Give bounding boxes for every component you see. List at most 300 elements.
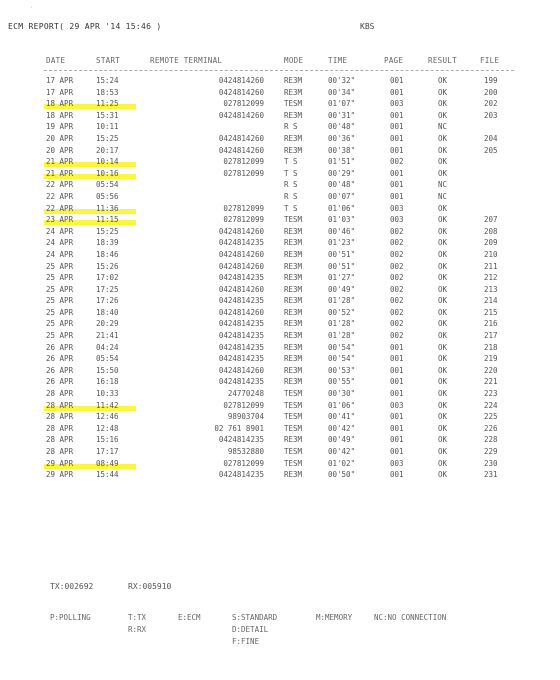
cell-date: 25 APR bbox=[46, 319, 74, 329]
cell-page: 001 bbox=[390, 435, 404, 445]
legend-fine: F:FINE bbox=[232, 637, 260, 646]
cell-remote-terminal: 027812099 bbox=[223, 157, 264, 167]
legend-standard: S:STANDARD bbox=[232, 613, 278, 622]
cell-result: OK bbox=[438, 99, 448, 109]
cell-mode: T S bbox=[284, 157, 298, 167]
table-row bbox=[0, 319, 560, 331]
cell-date: 26 APR bbox=[46, 377, 74, 387]
table-row bbox=[0, 308, 560, 320]
table-row bbox=[0, 146, 560, 158]
cell-result: OK bbox=[438, 249, 448, 259]
cell-remote-terminal: 0424814235 bbox=[218, 342, 264, 352]
cell-page: 001 bbox=[390, 180, 404, 190]
cell-start: 10:11 bbox=[96, 122, 119, 132]
table-row bbox=[0, 389, 560, 401]
table-row bbox=[0, 227, 560, 239]
cell-remote-terminal: 0424814235 bbox=[218, 354, 264, 364]
cell-result: OK bbox=[438, 365, 448, 375]
cell-start: 15:26 bbox=[96, 261, 119, 271]
column-header-start: START bbox=[96, 56, 121, 65]
table-row bbox=[0, 447, 560, 459]
legend-polling: P:POLLING bbox=[50, 613, 91, 622]
cell-file: 223 bbox=[484, 389, 498, 399]
cell-date: 21 APR bbox=[46, 168, 74, 178]
cell-date: 28 APR bbox=[46, 447, 74, 456]
cell-start: 15:50 bbox=[96, 365, 119, 375]
cell-file: 202 bbox=[484, 99, 498, 109]
cell-page: 002 bbox=[390, 307, 404, 317]
cell-result: OK bbox=[438, 331, 448, 341]
cell-remote-terminal: 0424814260 bbox=[218, 133, 264, 143]
cell-time: 00'32" bbox=[328, 76, 356, 85]
cell-time: 00'38" bbox=[328, 145, 356, 155]
cell-page: 001 bbox=[390, 365, 404, 375]
cell-remote-terminal: 0424814260 bbox=[218, 145, 264, 155]
cell-page: 001 bbox=[390, 110, 404, 120]
table-row bbox=[0, 169, 560, 181]
cell-time: 00'48" bbox=[328, 180, 356, 190]
cell-page: 002 bbox=[390, 157, 404, 167]
legend-memory: M:MEMORY bbox=[316, 613, 353, 622]
cell-date: 25 APR bbox=[46, 284, 74, 294]
cell-remote-terminal: 0424814235 bbox=[218, 273, 264, 283]
cell-file: 207 bbox=[484, 215, 498, 225]
column-header-date: DATE bbox=[46, 56, 66, 65]
cell-file: 210 bbox=[484, 249, 498, 259]
cell-mode: RE3M bbox=[284, 470, 303, 480]
cell-date: 25 APR bbox=[46, 273, 74, 283]
cell-date: 26 APR bbox=[46, 342, 74, 352]
cell-page: 001 bbox=[390, 412, 404, 422]
report-table-body bbox=[0, 76, 560, 482]
cell-page: 001 bbox=[390, 447, 404, 456]
cell-page: 002 bbox=[390, 261, 404, 271]
table-row bbox=[0, 354, 560, 366]
cell-result: OK bbox=[438, 307, 448, 317]
cell-start: 10:14 bbox=[96, 157, 119, 167]
table-row bbox=[0, 366, 560, 378]
scan-mark: ' bbox=[30, 6, 34, 13]
cell-page: 003 bbox=[390, 215, 404, 225]
cell-file: 200 bbox=[484, 87, 498, 97]
cell-remote-terminal: 02 761 8901 bbox=[214, 423, 264, 433]
cell-remote-terminal: 027812099 bbox=[223, 168, 264, 178]
cell-result: OK bbox=[438, 273, 448, 283]
table-row bbox=[0, 296, 560, 308]
column-header-time: TIME bbox=[328, 56, 348, 65]
cell-page: 001 bbox=[390, 122, 404, 132]
cell-file: 209 bbox=[484, 238, 498, 248]
rx-count: RX:005910 bbox=[128, 582, 172, 591]
cell-start: 15:16 bbox=[96, 435, 119, 445]
cell-file: 215 bbox=[484, 307, 498, 317]
cell-mode: RE3M bbox=[284, 319, 303, 329]
cell-remote-terminal: 027812099 bbox=[223, 458, 264, 468]
cell-page: 001 bbox=[390, 354, 404, 364]
cell-remote-terminal: 0424814235 bbox=[218, 377, 264, 387]
cell-start: 11:42 bbox=[96, 400, 119, 410]
cell-mode: RE3M bbox=[284, 261, 303, 271]
cell-date: 21 APR bbox=[46, 157, 74, 167]
cell-time: 00'41" bbox=[328, 412, 356, 422]
cell-time: 00'34" bbox=[328, 87, 356, 97]
cell-time: 01'06" bbox=[328, 203, 356, 213]
cell-file: 224 bbox=[484, 400, 498, 410]
cell-result: OK bbox=[438, 284, 448, 294]
table-row bbox=[0, 157, 560, 169]
cell-mode: RE3M bbox=[284, 273, 303, 283]
table-row bbox=[0, 134, 560, 146]
cell-page: 002 bbox=[390, 296, 404, 306]
cell-mode: RE3M bbox=[284, 110, 303, 120]
table-row bbox=[0, 331, 560, 343]
cell-mode: RE3M bbox=[284, 238, 303, 248]
table-row bbox=[0, 111, 560, 123]
report-sender-id: KBS bbox=[360, 22, 375, 31]
cell-time: 01'28" bbox=[328, 296, 356, 306]
cell-remote-terminal: 0424814260 bbox=[218, 87, 264, 97]
table-row bbox=[0, 435, 560, 447]
table-row bbox=[0, 192, 560, 204]
cell-date: 17 APR bbox=[46, 76, 74, 85]
cell-time: 00'49" bbox=[328, 284, 356, 294]
table-row bbox=[0, 238, 560, 250]
cell-mode: TESM bbox=[284, 215, 303, 225]
table-row bbox=[0, 180, 560, 192]
cell-file: 228 bbox=[484, 435, 498, 445]
cell-remote-terminal: 0424814260 bbox=[218, 307, 264, 317]
column-header-mode: MODE bbox=[284, 56, 304, 65]
cell-file: 230 bbox=[484, 458, 498, 468]
cell-file: 218 bbox=[484, 342, 498, 352]
cell-result: OK bbox=[438, 377, 448, 387]
cell-date: 22 APR bbox=[46, 191, 74, 201]
cell-result: OK bbox=[438, 215, 448, 225]
cell-mode: TESM bbox=[284, 447, 303, 456]
cell-remote-terminal: 0424814260 bbox=[218, 261, 264, 271]
cell-start: 20:29 bbox=[96, 319, 119, 329]
cell-time: 00'51" bbox=[328, 261, 356, 271]
cell-start: 17:26 bbox=[96, 296, 119, 306]
cell-start: 20:17 bbox=[96, 145, 119, 155]
cell-result: OK bbox=[438, 400, 448, 410]
table-row bbox=[0, 470, 560, 482]
cell-date: 26 APR bbox=[46, 354, 74, 364]
legend-tx: T:TX bbox=[128, 613, 147, 622]
cell-date: 25 APR bbox=[46, 307, 74, 317]
cell-date: 20 APR bbox=[46, 133, 74, 143]
cell-start: 18:40 bbox=[96, 307, 119, 317]
cell-date: 18 APR bbox=[46, 110, 74, 120]
cell-page: 002 bbox=[390, 238, 404, 248]
cell-date: 24 APR bbox=[46, 238, 74, 248]
cell-mode: RE3M bbox=[284, 76, 303, 85]
cell-result: OK bbox=[438, 458, 448, 468]
cell-start: 10:16 bbox=[96, 168, 119, 178]
cell-result: OK bbox=[438, 435, 448, 445]
cell-result: OK bbox=[438, 238, 448, 248]
cell-page: 002 bbox=[390, 331, 404, 341]
cell-time: 01'27" bbox=[328, 273, 356, 283]
cell-time: 01'07" bbox=[328, 99, 356, 109]
cell-file: 204 bbox=[484, 133, 498, 143]
cell-page: 003 bbox=[390, 99, 404, 109]
cell-time: 00'29" bbox=[328, 168, 356, 178]
cell-mode: TESM bbox=[284, 423, 303, 433]
cell-time: 00'07" bbox=[328, 191, 356, 201]
cell-start: 12:48 bbox=[96, 423, 119, 433]
table-row bbox=[0, 250, 560, 262]
cell-time: 01'23" bbox=[328, 238, 356, 248]
cell-result: OK bbox=[438, 157, 448, 167]
cell-page: 001 bbox=[390, 168, 404, 178]
cell-mode: RE3M bbox=[284, 145, 303, 155]
table-row bbox=[0, 122, 560, 134]
cell-result: OK bbox=[438, 87, 448, 97]
cell-time: 00'46" bbox=[328, 226, 356, 236]
cell-start: 21:41 bbox=[96, 331, 119, 341]
cell-page: 002 bbox=[390, 226, 404, 236]
cell-result: OK bbox=[438, 226, 448, 236]
table-row bbox=[0, 204, 560, 216]
cell-date: 24 APR bbox=[46, 226, 74, 236]
cell-remote-terminal: 0424814260 bbox=[218, 284, 264, 294]
cell-date: 20 APR bbox=[46, 145, 74, 155]
cell-mode: TESM bbox=[284, 412, 303, 422]
cell-start: 11:15 bbox=[96, 215, 119, 225]
cell-file: 211 bbox=[484, 261, 498, 271]
cell-time: 00'53" bbox=[328, 365, 356, 375]
cell-remote-terminal: 0424814260 bbox=[218, 76, 264, 85]
cell-result: OK bbox=[438, 354, 448, 364]
cell-mode: RE3M bbox=[284, 331, 303, 341]
cell-mode: TESM bbox=[284, 400, 303, 410]
cell-result: OK bbox=[438, 412, 448, 422]
cell-file: 203 bbox=[484, 110, 498, 120]
cell-result: OK bbox=[438, 342, 448, 352]
cell-date: 28 APR bbox=[46, 423, 74, 433]
cell-page: 002 bbox=[390, 249, 404, 259]
cell-file: 216 bbox=[484, 319, 498, 329]
cell-page: 002 bbox=[390, 273, 404, 283]
cell-mode: RE3M bbox=[284, 365, 303, 375]
cell-mode: TESM bbox=[284, 458, 303, 468]
cell-page: 001 bbox=[390, 76, 404, 85]
table-row bbox=[0, 424, 560, 436]
table-row bbox=[0, 459, 560, 471]
cell-date: 25 APR bbox=[46, 296, 74, 306]
cell-result: OK bbox=[438, 76, 448, 85]
legend-detail: D:DETAIL bbox=[232, 625, 269, 634]
cell-mode: RE3M bbox=[284, 226, 303, 236]
cell-mode: RE3M bbox=[284, 133, 303, 143]
cell-start: 11:36 bbox=[96, 203, 119, 213]
cell-time: 00'54" bbox=[328, 354, 356, 364]
legend-no-connection: NC:NO CONNECTION bbox=[374, 613, 447, 622]
cell-result: NC bbox=[438, 122, 448, 132]
cell-start: 15:25 bbox=[96, 226, 119, 236]
cell-page: 003 bbox=[390, 458, 404, 468]
column-header-file: FILE bbox=[480, 56, 500, 65]
cell-start: 04:24 bbox=[96, 342, 119, 352]
cell-mode: R S bbox=[284, 191, 298, 201]
cell-date: 28 APR bbox=[46, 412, 74, 422]
cell-remote-terminal: 0424814260 bbox=[218, 365, 264, 375]
cell-start: 15:44 bbox=[96, 470, 119, 480]
table-row bbox=[0, 215, 560, 227]
cell-date: 23 APR bbox=[46, 215, 74, 225]
cell-result: OK bbox=[438, 203, 448, 213]
cell-date: 29 APR bbox=[46, 470, 74, 480]
cell-mode: RE3M bbox=[284, 296, 303, 306]
cell-remote-terminal: 24770248 bbox=[227, 389, 264, 399]
table-row bbox=[0, 412, 560, 424]
cell-start: 15:31 bbox=[96, 110, 119, 120]
cell-time: 01'51" bbox=[328, 157, 356, 167]
cell-page: 001 bbox=[390, 342, 404, 352]
cell-start: 18:46 bbox=[96, 249, 119, 259]
cell-start: 18:39 bbox=[96, 238, 119, 248]
cell-remote-terminal: 027812099 bbox=[223, 203, 264, 213]
cell-time: 01'06" bbox=[328, 400, 356, 410]
cell-date: 24 APR bbox=[46, 249, 74, 259]
cell-mode: R S bbox=[284, 122, 298, 132]
cell-date: 28 APR bbox=[46, 389, 74, 399]
cell-time: 01'03" bbox=[328, 215, 356, 225]
cell-page: 003 bbox=[390, 400, 404, 410]
cell-date: 25 APR bbox=[46, 331, 74, 341]
cell-file: 214 bbox=[484, 296, 498, 306]
cell-page: 001 bbox=[390, 470, 404, 480]
cell-date: 28 APR bbox=[46, 435, 74, 445]
cell-time: 00'50" bbox=[328, 470, 356, 480]
cell-remote-terminal: 0424814235 bbox=[218, 435, 264, 445]
table-row bbox=[0, 285, 560, 297]
cell-file: 199 bbox=[484, 76, 498, 85]
cell-time: 01'28" bbox=[328, 319, 356, 329]
cell-mode: T S bbox=[284, 168, 298, 178]
tx-count: TX:002692 bbox=[50, 582, 94, 591]
cell-remote-terminal: 027812099 bbox=[223, 99, 264, 109]
cell-start: 10:33 bbox=[96, 389, 119, 399]
cell-result: OK bbox=[438, 319, 448, 329]
table-row bbox=[0, 377, 560, 389]
legend-rx: R:RX bbox=[128, 625, 147, 634]
cell-date: 22 APR bbox=[46, 203, 74, 213]
cell-time: 00'51" bbox=[328, 249, 356, 259]
cell-result: OK bbox=[438, 470, 448, 480]
cell-result: NC bbox=[438, 180, 448, 190]
cell-remote-terminal: 98903704 bbox=[227, 412, 264, 422]
cell-time: 00'42" bbox=[328, 423, 356, 433]
cell-file: 221 bbox=[484, 377, 498, 387]
cell-start: 17:25 bbox=[96, 284, 119, 294]
cell-remote-terminal: 027812099 bbox=[223, 400, 264, 410]
cell-mode: T S bbox=[284, 203, 298, 213]
cell-page: 001 bbox=[390, 145, 404, 155]
cell-file: 226 bbox=[484, 423, 498, 433]
cell-file: 208 bbox=[484, 226, 498, 236]
cell-start: 16:18 bbox=[96, 377, 119, 387]
cell-result: OK bbox=[438, 145, 448, 155]
cell-start: 17:02 bbox=[96, 273, 119, 283]
cell-mode: R S bbox=[284, 180, 298, 190]
cell-file: 213 bbox=[484, 284, 498, 294]
column-header-remote-terminal: REMOTE TERMINAL bbox=[150, 56, 223, 65]
cell-file: 231 bbox=[484, 470, 498, 480]
table-row bbox=[0, 401, 560, 413]
cell-result: OK bbox=[438, 110, 448, 120]
cell-remote-terminal: 98532880 bbox=[227, 447, 264, 456]
cell-file: 212 bbox=[484, 273, 498, 283]
cell-remote-terminal: 0424814235 bbox=[218, 470, 264, 480]
cell-remote-terminal: 027812099 bbox=[223, 215, 264, 225]
cell-remote-terminal: 0424814260 bbox=[218, 110, 264, 120]
cell-remote-terminal: 0424814260 bbox=[218, 249, 264, 259]
cell-page: 003 bbox=[390, 203, 404, 213]
cell-time: 01'02" bbox=[328, 458, 356, 468]
cell-time: 00'54" bbox=[328, 342, 356, 352]
cell-start: 12:46 bbox=[96, 412, 119, 422]
cell-result: NC bbox=[438, 191, 448, 201]
cell-start: 18:53 bbox=[96, 87, 119, 97]
cell-mode: RE3M bbox=[284, 435, 303, 445]
cell-result: OK bbox=[438, 261, 448, 271]
cell-mode: RE3M bbox=[284, 342, 303, 352]
cell-file: 225 bbox=[484, 412, 498, 422]
cell-result: OK bbox=[438, 423, 448, 433]
cell-result: OK bbox=[438, 296, 448, 306]
cell-mode: RE3M bbox=[284, 354, 303, 364]
table-row bbox=[0, 273, 560, 285]
cell-start: 15:25 bbox=[96, 133, 119, 143]
cell-mode: TESM bbox=[284, 389, 303, 399]
cell-start: 08:49 bbox=[96, 458, 119, 468]
cell-mode: RE3M bbox=[284, 87, 303, 97]
cell-remote-terminal: 0424814235 bbox=[218, 296, 264, 306]
cell-result: OK bbox=[438, 168, 448, 178]
cell-page: 002 bbox=[390, 284, 404, 294]
cell-date: 17 APR bbox=[46, 87, 74, 97]
cell-remote-terminal: 0424814235 bbox=[218, 331, 264, 341]
cell-file: 219 bbox=[484, 354, 498, 364]
cell-mode: RE3M bbox=[284, 307, 303, 317]
header-divider bbox=[44, 70, 514, 71]
cell-mode: RE3M bbox=[284, 284, 303, 294]
table-row bbox=[0, 343, 560, 355]
cell-start: 11:25 bbox=[96, 99, 119, 109]
cell-date: 18 APR bbox=[46, 99, 74, 109]
cell-file: 217 bbox=[484, 331, 498, 341]
cell-page: 001 bbox=[390, 389, 404, 399]
cell-time: 00'55" bbox=[328, 377, 356, 387]
cell-date: 19 APR bbox=[46, 122, 74, 132]
cell-result: OK bbox=[438, 133, 448, 143]
cell-mode: RE3M bbox=[284, 377, 303, 387]
table-row bbox=[0, 262, 560, 274]
cell-page: 001 bbox=[390, 191, 404, 201]
cell-time: 00'48" bbox=[328, 122, 356, 132]
cell-time: 00'36" bbox=[328, 133, 356, 143]
cell-file: 220 bbox=[484, 365, 498, 375]
cell-file: 229 bbox=[484, 447, 498, 456]
cell-time: 00'42" bbox=[328, 447, 356, 456]
cell-result: OK bbox=[438, 447, 448, 456]
column-header-result: RESULT bbox=[428, 56, 457, 65]
cell-time: 01'28" bbox=[328, 331, 356, 341]
cell-date: 25 APR bbox=[46, 261, 74, 271]
cell-start: 15:24 bbox=[96, 76, 119, 85]
